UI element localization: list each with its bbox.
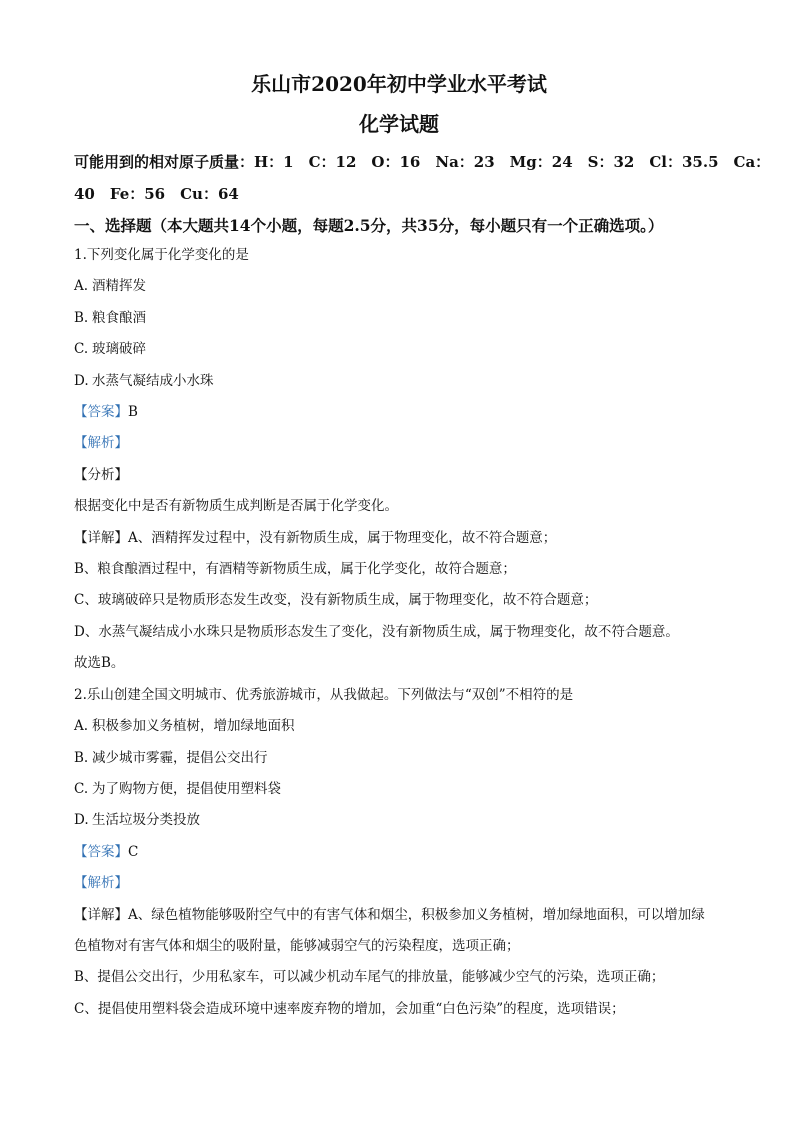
option-letter: C. bbox=[74, 341, 89, 358]
document-page bbox=[74, 62, 771, 1025]
page-subtitle: 化学试题 bbox=[359, 112, 439, 136]
option-letter: D. bbox=[74, 812, 89, 829]
question-1-detail-b: B、粮食酿酒过程中，有酒精等新物质生成，属于化学变化，故符合题意； bbox=[74, 561, 516, 578]
question-1-option-d bbox=[74, 366, 724, 397]
question-1-stem: 1.下列变化属于化学变化的是 bbox=[74, 247, 249, 263]
question-2-detail-a bbox=[74, 900, 724, 931]
question-1-detail-c: C、玻璃破碎只是物质形态发生改变，没有新物质生成，属于物理变化，故不符合题意； bbox=[74, 592, 598, 609]
question-2-option-c bbox=[74, 774, 724, 805]
question-1 bbox=[74, 240, 724, 680]
analysis-tag: 【解析】 bbox=[74, 435, 128, 452]
option-text: 为了购物方便，提倡使用塑料袋 bbox=[92, 780, 281, 797]
question-1-fenxi bbox=[74, 460, 724, 491]
question-2-detail-c: C、提倡使用塑料袋会造成环境中速率废弃物的增加，会加重“白色污染”的程度，选项错误； bbox=[74, 1000, 625, 1017]
fenxi-tag: 【分析】 bbox=[74, 466, 128, 483]
option-letter: A. bbox=[74, 718, 89, 735]
analysis-tag: 【解析】 bbox=[74, 875, 128, 892]
page-title: 乐山市2020年初中学业水平考试 bbox=[251, 72, 547, 96]
question-1-option-b bbox=[74, 303, 724, 334]
atomic-masses-line-1: 可能用到的相对原子质量：H：1 C：12 O：16 Na：23 Mg：24 S：32 Cl：35.5 Ca： bbox=[74, 153, 771, 171]
option-text: 粮食酿酒 bbox=[92, 309, 146, 326]
atomic-masses-line-2: 40 Fe：56 Cu：64 bbox=[74, 185, 239, 203]
question-2-stem: 2.乐山创建全国文明城市、优秀旅游城市，从我做起。下列做法与“双创”不相符的是 bbox=[74, 686, 574, 703]
question-1-analysis bbox=[74, 428, 724, 459]
question-2-answer bbox=[74, 837, 724, 868]
atomic-masses bbox=[74, 146, 771, 210]
answer-tag: 【答案】 bbox=[74, 843, 128, 860]
answer-value: C bbox=[128, 843, 139, 860]
question-2-analysis bbox=[74, 868, 724, 899]
question-2-detail-b: B、提倡公交出行，少用私家车，可以减少机动车尾气的排放量，能够减少空气的污染，选项正确； bbox=[74, 969, 665, 986]
detail-tag: 【详解】 bbox=[74, 906, 128, 923]
question-1-conclusion: 故选B。 bbox=[74, 655, 125, 672]
question-2-detail-a-cont: 色植物对有害气体和烟尘的吸附量，能够减弱空气的污染程度，选项正确； bbox=[74, 937, 520, 954]
question-1-option-c bbox=[74, 334, 724, 365]
answer-tag: 【答案】 bbox=[74, 404, 128, 421]
option-letter: B. bbox=[74, 309, 89, 326]
option-text: 减少城市雾霾，提倡公交出行 bbox=[92, 749, 268, 766]
question-1-answer bbox=[74, 397, 724, 428]
option-letter: A. bbox=[74, 278, 89, 295]
section-heading: 一、选择题（本大题共14个小题，每题2.5分，共35分，每小题只有一个正确选项。） bbox=[74, 216, 664, 235]
question-2-option-a bbox=[74, 711, 724, 742]
detail-tag: 【详解】 bbox=[74, 529, 128, 546]
option-text: 玻璃破碎 bbox=[92, 341, 146, 358]
detail-text: A、酒精挥发过程中，没有新物质生成，属于物理变化，故不符合题意； bbox=[128, 529, 557, 546]
answer-value: B bbox=[128, 404, 138, 421]
question-1-detail-a bbox=[74, 523, 724, 554]
option-letter: B. bbox=[74, 749, 89, 766]
question-2 bbox=[74, 680, 724, 1025]
question-1-detail-d: D、水蒸气凝结成小水珠只是物质形态发生了变化，没有新物质生成，属于物理变化，故不符合题意。 bbox=[74, 623, 679, 640]
option-text: 酒精挥发 bbox=[92, 278, 146, 295]
question-1-option-a bbox=[74, 271, 724, 302]
option-text: 水蒸气凝结成小水珠 bbox=[92, 372, 214, 389]
question-2-option-b bbox=[74, 743, 724, 774]
option-letter: D. bbox=[74, 372, 89, 389]
question-2-option-d bbox=[74, 805, 724, 836]
option-text: 生活垃圾分类投放 bbox=[92, 812, 200, 829]
option-letter: C. bbox=[74, 780, 89, 797]
option-text: 积极参加义务植树，增加绿地面积 bbox=[92, 718, 295, 735]
question-1-fenxi-text: 根据变化中是否有新物质生成判断是否属于化学变化。 bbox=[74, 498, 398, 515]
detail-text: A、绿色植物能够吸附空气中的有害气体和烟尘，积极参加义务植树，增加绿地面积，可以增加绿 bbox=[128, 906, 705, 923]
